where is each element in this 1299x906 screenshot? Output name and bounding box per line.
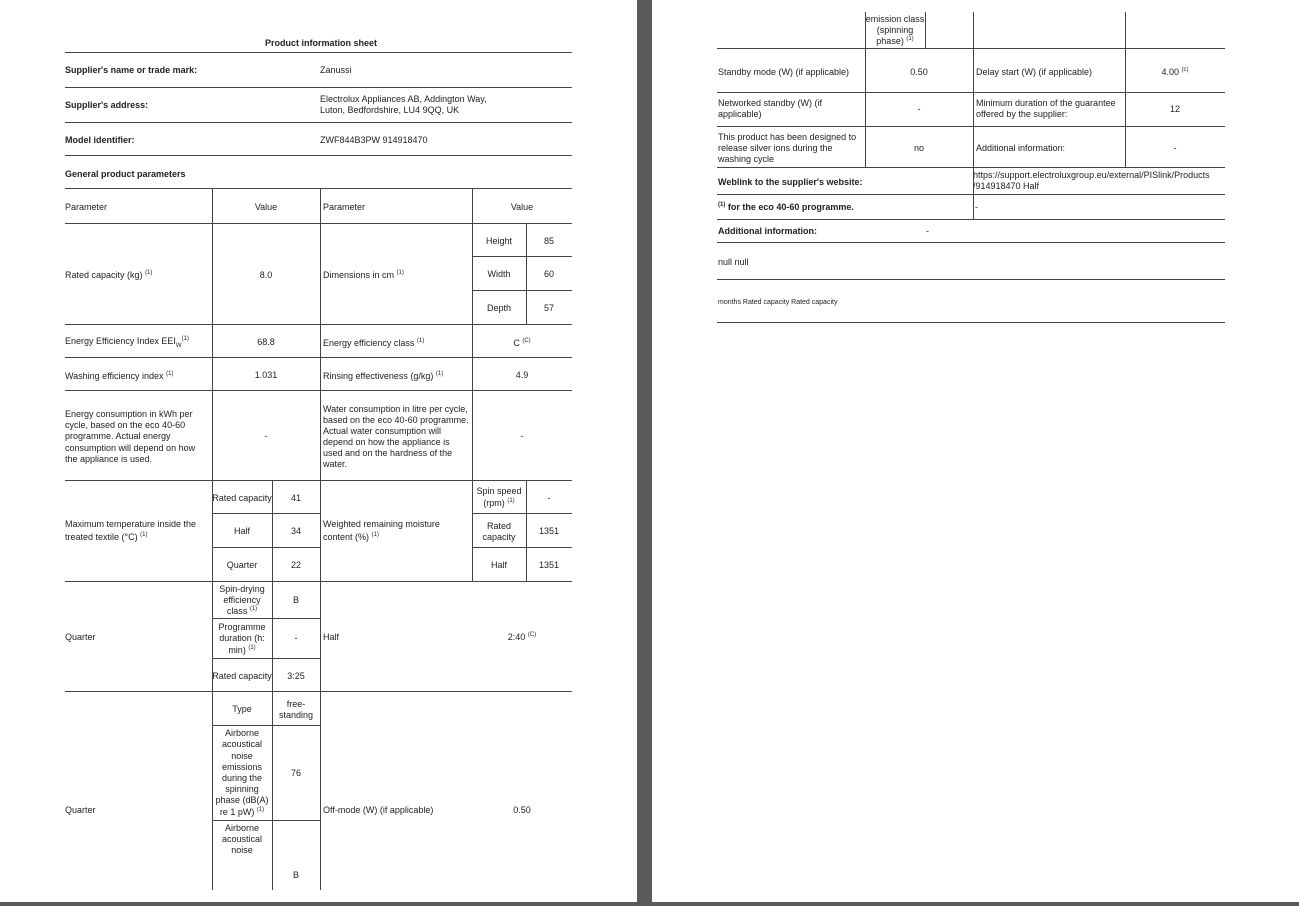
divider <box>717 322 1225 323</box>
divider <box>717 48 1225 49</box>
grid-line <box>925 12 926 48</box>
prog-dur-value: - <box>294 633 298 643</box>
noise2-label: noise <box>231 845 253 855</box>
silver-label: release silver ions during the <box>718 143 833 153</box>
prog-dur-label: min) $^{(1)}$ <box>228 645 256 655</box>
supplier-name-label: Supplier's name or trade mark: <box>65 65 198 75</box>
networked-label: applicable) <box>718 109 762 119</box>
temp-quarter-label: Quarter <box>226 560 258 570</box>
divider <box>65 390 572 391</box>
spin-half-value: 1351 <box>538 560 560 570</box>
weblink-value[interactable]: https://support.electroluxgroup.eu/external/PISlink/Products <box>973 170 1210 180</box>
prog-rated-value: 3:25 <box>287 671 305 681</box>
temp-rated-label: Rated capacity <box>212 493 272 503</box>
water-cons-line: used and on the hardness of the <box>323 448 453 458</box>
moisture-label: Weighted remaining moisture <box>323 519 440 529</box>
max-temp-label: treated textile (°C) $^{(1)}$ <box>65 532 148 542</box>
emission-label: phase) $^{(1)}$ <box>876 36 914 46</box>
energy-cons-line: cycle, based on the eco 40-60 <box>65 420 186 430</box>
noise-label: emissions <box>221 762 262 772</box>
divider <box>65 122 572 123</box>
row7-right-value: 2:40 $^{(C)}$ <box>507 632 537 642</box>
energy-cons-value: - <box>264 431 268 441</box>
temp-rated-value: 41 <box>290 493 301 503</box>
divider <box>212 618 320 619</box>
type-label: Type <box>232 704 252 714</box>
add-info-label: Additional information: <box>718 226 817 236</box>
guarantee-value: 12 <box>1169 104 1180 114</box>
col-parameter-header: Parameter <box>65 202 108 212</box>
row8-label: Quarter <box>65 805 96 815</box>
divider <box>717 92 1225 93</box>
supplier-address-line2: Luton, Bedfordshire, LU4 9QQ, UK <box>320 105 460 115</box>
offmode-label: Off-mode (W) (if applicable) <box>323 805 434 815</box>
spin-speed-value: - <box>547 493 551 503</box>
standby-label: Standby mode (W) (if applicable) <box>718 67 850 77</box>
sheet-title: Product information sheet <box>265 38 378 48</box>
divider <box>472 513 572 514</box>
divider <box>472 547 572 548</box>
washing-eff-label: Washing efficiency index $^{(1)}$ <box>65 371 174 381</box>
weblink-value[interactable]: /914918470 Half <box>973 181 1040 191</box>
emission-label: emission class <box>865 14 925 24</box>
divider <box>65 357 572 358</box>
spin-dry-label: efficiency <box>223 595 261 605</box>
emission-label: (spinning <box>876 25 914 35</box>
spin-rated-label: capacity <box>482 532 516 542</box>
prog-rated-label: Rated capacity <box>212 671 272 681</box>
supplier-name-value: Zanussi <box>320 65 352 75</box>
divider <box>472 256 572 257</box>
energy-class-label: Energy efficiency class $^{(1)}$ <box>323 338 425 348</box>
footnote-value: - <box>975 202 978 212</box>
water-cons-value: - <box>520 431 524 441</box>
rated-capacity-value: 8.0 <box>259 270 273 280</box>
spin-rated-value: 1351 <box>538 526 560 536</box>
noise-label: during the <box>221 773 263 783</box>
null-text: null null <box>718 257 749 267</box>
silver-value: no <box>913 143 924 153</box>
noise-label: noise <box>231 751 253 761</box>
water-cons-line: depend on how the appliance is <box>323 437 450 447</box>
model-label: Model identifier: <box>65 135 135 145</box>
noise2-value: B <box>292 870 299 880</box>
noise-value: 76 <box>290 768 301 778</box>
grid-line <box>320 188 321 890</box>
divider <box>717 167 1225 168</box>
water-cons-line: Actual water consumption will <box>323 426 442 436</box>
width-label: Width <box>487 269 511 279</box>
spin-dry-label: Spin-drying <box>219 584 265 594</box>
temp-half-value: 34 <box>290 526 301 536</box>
divider <box>65 188 572 189</box>
guarantee-label: offered by the supplier: <box>976 109 1068 119</box>
water-cons-line: water. <box>323 459 348 469</box>
supplier-address-line1: Electrolux Appliances AB, Addington Way, <box>320 94 487 104</box>
divider <box>65 691 572 692</box>
col-value-header: Value <box>254 202 278 212</box>
divider <box>212 725 320 726</box>
supplier-address-label: Supplier's address: <box>65 100 149 110</box>
general-params-label: General product parameters <box>65 169 186 179</box>
col-value-header: Value <box>510 202 534 212</box>
temp-quarter-value: 22 <box>290 560 301 570</box>
spin-half-label: Half <box>490 560 507 570</box>
spin-rated-label: Rated <box>486 521 512 531</box>
divider <box>717 219 1225 220</box>
type-value: standing <box>278 710 314 720</box>
row7-right-label: Half <box>323 632 340 642</box>
divider <box>65 324 572 325</box>
divider <box>65 480 572 481</box>
height-label: Height <box>485 236 512 246</box>
noise2-label: Airborne <box>224 823 260 833</box>
noise-label: spinning <box>225 784 259 794</box>
rated-capacity-label: Rated capacity (kg) $^{(1)}$ <box>65 270 153 280</box>
energy-class-value: C $^{(C)}$ <box>513 338 531 348</box>
temp-half-label: Half <box>233 526 250 536</box>
spin-dry-label: class $^{(1)}$ <box>226 606 258 616</box>
rinsing-value: 4.9 <box>515 370 529 380</box>
noise2-label: acoustical <box>221 834 263 844</box>
energy-cons-line: the appliance is used. <box>65 454 153 464</box>
delay-label: Delay start (W) (if applicable) <box>976 67 1093 77</box>
max-temp-label: Maximum temperature inside the <box>65 519 197 529</box>
networked-label: Networked standby (W) (if <box>718 98 823 108</box>
additional-value: - <box>1173 143 1177 153</box>
col-parameter-header: Parameter <box>323 202 366 212</box>
row7-label: Quarter <box>65 632 96 642</box>
type-value: free- <box>286 699 306 709</box>
model-value: ZWF844B3PW 914918470 <box>320 135 428 145</box>
divider <box>212 547 320 548</box>
washing-eff-value: 1.031 <box>254 370 278 380</box>
divider <box>717 194 1225 195</box>
divider <box>212 820 320 821</box>
energy-cons-line: consumption will depend on how <box>65 443 196 453</box>
divider <box>65 223 572 224</box>
divider <box>65 87 572 88</box>
noise-label: re 1 pW) $^{(1)}$ <box>219 807 265 817</box>
height-value: 85 <box>543 236 554 246</box>
networked-value: - <box>917 104 921 114</box>
grid-line <box>272 480 273 890</box>
prog-dur-label: duration (h: <box>219 633 265 643</box>
width-value: 60 <box>543 269 554 279</box>
document-page-right <box>652 0 1299 902</box>
eei-value: 68.8 <box>257 337 275 347</box>
noise-label: Airborne <box>224 728 260 738</box>
divider <box>212 658 320 659</box>
water-cons-line: Water consumption in litre per cycle, <box>323 404 468 414</box>
document-page-left <box>0 0 637 902</box>
prog-dur-label: Programme <box>218 622 266 632</box>
energy-cons-line: Energy consumption in kWh per <box>65 409 193 419</box>
divider <box>717 242 1225 243</box>
weblink-label: Weblink to the supplier's website: <box>718 177 863 187</box>
standby-value: 0.50 <box>910 67 928 77</box>
divider <box>212 513 320 514</box>
noise-label: phase (dB(A) <box>215 795 269 805</box>
offmode-value: 0.50 <box>513 805 531 815</box>
eei-label: Energy Efficiency Index $EEI_W^{(1)}$ <box>65 336 189 349</box>
delay-value: 4.00 $^{(c)}$ <box>1161 67 1189 77</box>
moisture-label: content (%) $^{(1)}$ <box>323 532 379 542</box>
divider <box>717 126 1225 127</box>
dimensions-label: Dimensions in cm $^{(1)}$ <box>323 270 404 280</box>
energy-cons-line: programme. Actual energy <box>65 431 171 441</box>
additional-label: Additional information: <box>976 143 1066 153</box>
depth-label: Depth <box>486 303 512 313</box>
depth-value: 57 <box>543 303 554 313</box>
divider <box>65 52 572 53</box>
divider <box>65 581 572 582</box>
rinsing-label: Rinsing effectiveness (g/kg) $^{(1)}$ <box>323 371 444 381</box>
divider <box>472 290 572 291</box>
water-cons-line: based on the eco 40-60 programme. <box>323 415 469 425</box>
noise-label: acoustical <box>221 739 263 749</box>
spin-speed-label: Spin speed <box>476 486 522 496</box>
divider <box>65 155 572 156</box>
guarantee-label: Minimum duration of the guarantee <box>976 98 1116 108</box>
silver-label: This product has been designed to <box>718 132 857 142</box>
months-text: months Rated capacity Rated capacity <box>718 299 838 306</box>
add-info-value: - <box>926 226 929 236</box>
footnote: $^{(1)}$ for the eco 40-60 programme. <box>718 202 854 212</box>
spin-speed-label: (rpm) $^{(1)}$ <box>483 498 515 508</box>
spin-dry-value: B <box>292 595 299 605</box>
silver-label: washing cycle <box>718 154 775 164</box>
divider <box>717 279 1225 280</box>
